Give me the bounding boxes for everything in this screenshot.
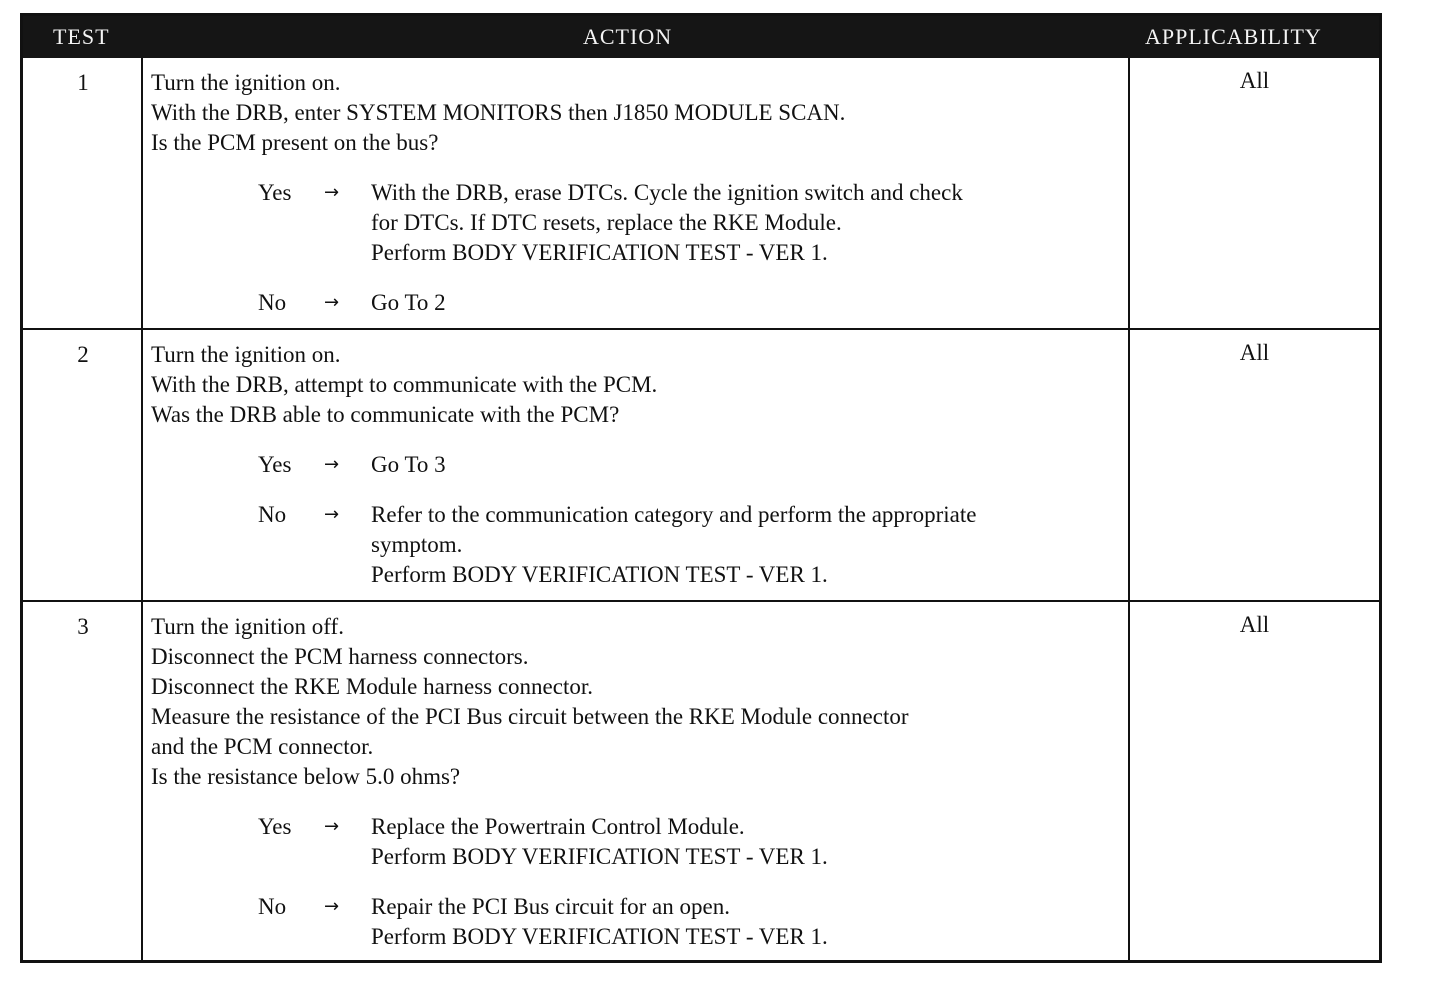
- result-line: symptom.: [371, 532, 463, 557]
- test-number-cell: [23, 330, 143, 600]
- table-header: [23, 16, 1379, 58]
- action-step: Disconnect the PCM harness connectors.: [151, 644, 529, 669]
- action-step: Turn the ignition on.: [151, 342, 341, 367]
- action-step: Measure the resistance of the PCI Bus circuit between the RKE Module connector: [151, 704, 909, 729]
- applicability-cell: [1130, 602, 1379, 960]
- right-arrow-icon: →: [324, 504, 340, 525]
- no-label: No: [258, 502, 287, 527]
- result-line: Perform BODY VERIFICATION TEST - VER 1.: [371, 924, 828, 949]
- test-number-cell: [23, 58, 143, 328]
- no-label: No: [258, 894, 287, 919]
- header-test: TEST: [53, 24, 110, 49]
- action-cell: [143, 58, 1130, 328]
- no-label: No: [258, 290, 287, 315]
- no-result-text: [371, 892, 1131, 952]
- result-line: Refer to the communication category and perform the appropriate: [371, 502, 977, 527]
- right-arrow-icon: →: [324, 816, 340, 837]
- action-step: and the PCM connector.: [151, 734, 374, 759]
- action-step: Is the PCM present on the bus?: [151, 130, 439, 155]
- result-line: Go To 3: [371, 452, 446, 477]
- action-steps: [151, 68, 845, 158]
- right-arrow-icon: →: [324, 896, 340, 917]
- applicability-cell: [1130, 330, 1379, 600]
- table-row-test-1: [23, 58, 1379, 328]
- yes-result-text: [371, 178, 1131, 268]
- table-row-test-3: [23, 600, 1379, 960]
- action-step: Disconnect the RKE Module harness connector.: [151, 674, 593, 699]
- applicability-cell: [1130, 58, 1379, 328]
- result-line: Repair the PCI Bus circuit for an open.: [371, 894, 730, 919]
- action-step: With the DRB, attempt to communicate with the PCM.: [151, 372, 658, 397]
- yes-label: Yes: [258, 814, 292, 839]
- no-result-text: [371, 500, 1131, 590]
- result-line: Perform BODY VERIFICATION TEST - VER 1.: [371, 240, 828, 265]
- result-line: for DTCs. If DTC resets, replace the RKE Module.: [371, 210, 842, 235]
- action-cell: [143, 602, 1130, 960]
- test-number: 3: [77, 614, 89, 639]
- yes-result-text: [371, 812, 1131, 872]
- yes-result-text: [371, 450, 1131, 480]
- no-result-text: [371, 288, 1131, 318]
- yes-label: Yes: [258, 452, 292, 477]
- yes-label: Yes: [258, 180, 292, 205]
- test-number: 2: [77, 342, 89, 367]
- right-arrow-icon: →: [324, 182, 340, 203]
- header-applicability: APPLICABILITY: [1145, 24, 1322, 49]
- right-arrow-icon: →: [324, 454, 340, 475]
- header-action: ACTION: [583, 24, 673, 49]
- table-row-test-2: [23, 328, 1379, 600]
- action-step: Turn the ignition off.: [151, 614, 344, 639]
- applicability-value: All: [1239, 612, 1270, 637]
- action-step: Turn the ignition on.: [151, 70, 341, 95]
- action-steps: [151, 612, 909, 792]
- action-step: Is the resistance below 5.0 ohms?: [151, 764, 461, 789]
- test-number: 1: [77, 70, 89, 95]
- result-line: Perform BODY VERIFICATION TEST - VER 1.: [371, 562, 828, 587]
- action-step: With the DRB, enter SYSTEM MONITORS then J1850 MODULE SCAN.: [151, 100, 846, 125]
- test-number-cell: [23, 602, 143, 960]
- right-arrow-icon: →: [324, 292, 340, 313]
- action-step: Was the DRB able to communicate with the PCM?: [151, 402, 620, 427]
- action-steps: [151, 340, 657, 430]
- result-line: Go To 2: [371, 290, 446, 315]
- applicability-value: All: [1239, 340, 1270, 365]
- diagnostic-test-table: [20, 13, 1382, 963]
- result-line: With the DRB, erase DTCs. Cycle the ignition switch and check: [371, 180, 963, 205]
- result-line: Replace the Powertrain Control Module.: [371, 814, 745, 839]
- result-line: Perform BODY VERIFICATION TEST - VER 1.: [371, 844, 828, 869]
- applicability-value: All: [1239, 68, 1270, 93]
- action-cell: [143, 330, 1130, 600]
